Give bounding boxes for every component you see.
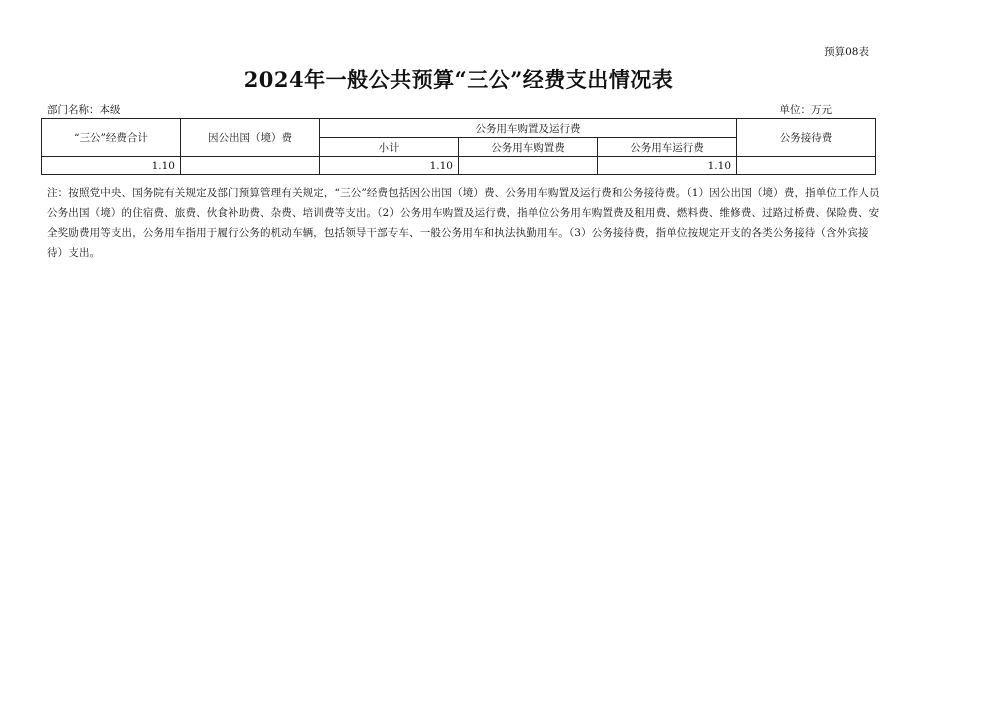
cell-reception <box>737 157 876 175</box>
header-vehicle-subtotal: 小计 <box>320 138 459 157</box>
page-title: 2024年一般公共预算“三公”经费支出情况表 <box>243 67 674 92</box>
header-reception: 公务接待费 <box>737 119 876 157</box>
cell-vehicle-subtotal: 1.10 <box>320 157 459 175</box>
header-overseas: 因公出国（境）费 <box>181 119 320 157</box>
cell-total: 1.10 <box>42 157 181 175</box>
department-label: 部门名称：本级 <box>47 104 121 116</box>
budget-table <box>41 118 876 175</box>
table-header-row <box>42 119 876 138</box>
footnote: 注：按照党中央、国务院有关规定及部门预算管理有关规定，“三公”经费包括因公出国（境）费、公务用车购置及运行费和公务接待费。（1）因公出国（境）费，指单位工作人员公务出国（境）的住宿费、旅费、伙食补助费、杂费、培训费等支出。（2）公务用车购置及运行费，指单位公务用车购置费及租用费、燃料费、维修费、过路过桥费、保险费、安全奖励费用等支出，公务用车指用于履行公务的机动车辆，包括领导干部专车、一般公务用车和执法执勤用车。（3）公务接待费，指单位按规定开支的各类公务接待（含外宾接待）支出。 <box>47 187 880 259</box>
cell-overseas <box>181 157 320 175</box>
table-row <box>42 157 876 175</box>
unit-label: 单位：万元 <box>779 104 832 116</box>
header-vehicle-group: 公务用车购置及运行费 <box>320 119 737 138</box>
meta-row <box>47 102 832 117</box>
cell-vehicle-operation: 1.10 <box>598 157 737 175</box>
header-total: “三公”经费合计 <box>42 119 181 157</box>
header-vehicle-purchase: 公务用车购置费 <box>459 138 598 157</box>
table-id-label: 预算08表 <box>824 46 869 58</box>
header-vehicle-operation: 公务用车运行费 <box>598 138 737 157</box>
cell-vehicle-purchase <box>459 157 598 175</box>
